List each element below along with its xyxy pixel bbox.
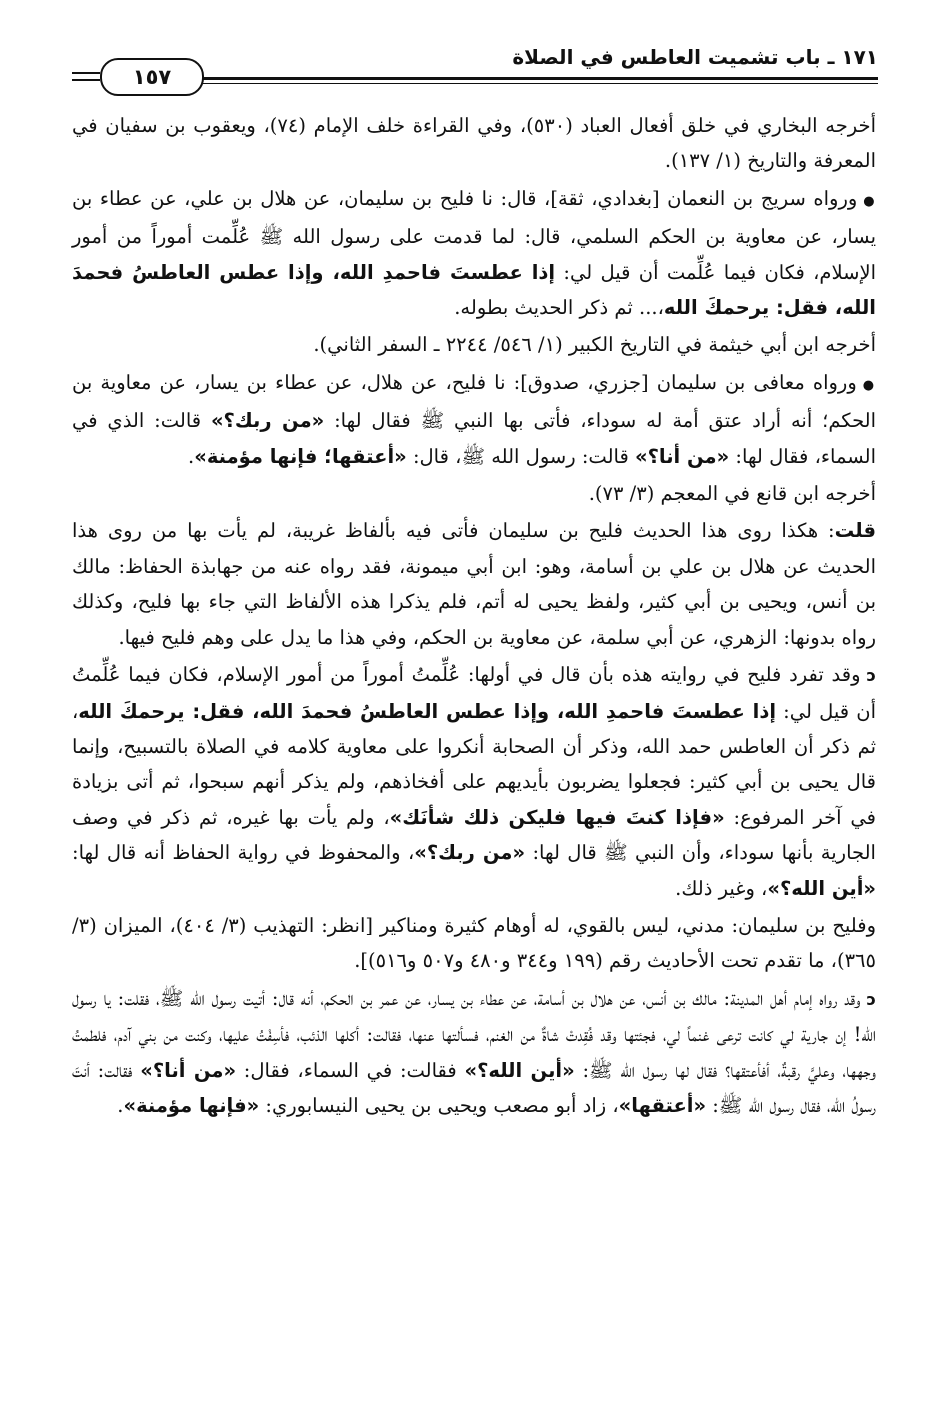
- emphasized-text: إذا عطستَ فاحمدِ الله، وإذا عطس العاطسُ فحمدَ الله، فقل: يرحمكَ الله: [72, 260, 876, 320]
- paragraph: [72, 513, 876, 655]
- paragraph: [72, 181, 876, 326]
- emphasized-text: «أعتقها؛ فإنها مؤمنة»: [194, 444, 407, 468]
- text-run: وفليح بن سليمان: مدني، ليس بالقوي، له أوهام كثيرة ومناكير [انظر: التهذيب (٣/ ٤٠٤)، الميزان (٣/ ٣٦٥)، ما تقدم تحت الأحاديث رقم (١٩٩ و٣٤٤ و٤٨٠ و٥٠٧ و٥١٦)].: [72, 913, 876, 973]
- emphasized-text: «أين الله؟»: [767, 876, 876, 900]
- paragraph: [72, 108, 876, 179]
- text-run: فقالت: في السماء، فقال:: [236, 1058, 465, 1082]
- emphasized-text: «من ربك؟»: [414, 841, 526, 865]
- emphasized-text: «فإذا كنتَ فيها فليكن ذلك شأنَك»: [389, 805, 725, 829]
- text-run: .: [188, 444, 195, 468]
- emphasized-text: «من أنا؟»: [140, 1058, 237, 1082]
- text-run: ، ثم ذكر أن العاطس حمد الله، وذكر أن الصحابة أنكروا على معاوية كلامه في الصلاة بالتسبيح، وإنما قال يحيى بن أبي كثير: فجعلوا يضربون بأيديهم على أفخاذهم، ولم يذكر أنهم سبحوا، ثم أتى بزيادة في آخر المرفوع:: [72, 699, 876, 829]
- paragraph: [72, 327, 876, 362]
- text-run: ، زاد أبو مصعب ويحيى بن يحيى النيسابوري:: [259, 1093, 619, 1117]
- text-run: ، ولم يأت بها غيره، ثم ذكر في وصف الجارية بأنها سوداء، وأن النبي ﷺ قال لها:: [72, 805, 876, 865]
- page-header: [70, 42, 878, 96]
- paragraph: [72, 657, 876, 906]
- emphasized-text: قلت: [834, 519, 876, 543]
- text-run: أخرجه ابن قانع في المعجم (٣/ ٧٣).: [588, 482, 876, 506]
- text-run: ورواه سريج بن النعمان [بغدادي، ثقة]، قال: نا فليح بن سليمان، عن هلال بن علي، عن عطاء بن يسار، عن معاوية بن الحكم السلمي، قال: لما قدمت على رسول الله ﷺ عُلِّمت أموراً من أمور الإسلام، فكان فيما عُلِّمت أن قيل لي:: [72, 186, 876, 284]
- bullet-icon: ●: [862, 377, 877, 393]
- bullet-icon: ●: [863, 193, 876, 209]
- text-run: ، وغير ذلك.: [675, 876, 768, 900]
- text-run: وقد رواه إمام أهل المدينة: مالك بن أنس، عن هلال بن أسامة، عن عطاء بن يسار، عن عمر بن الحكم، أنه قال: أتيت رسول الله ﷺ، فقلت: يا رسول الله! إن جارية لي كانت ترعى غنماً لي، فجئتها وقد فُقِدتْ شاةٌ من الغنم، فسألتها عنها، فقالت: أكلها الذئب، فأسِفْتُ عليها، وكنت من بني آدم، فلطمتُ وجهها، وعليَّ رقبةٌ، أفأعتقها؟ فقال لها رسول الله ﷺ:: [72, 986, 877, 1082]
- chapter-title: ١٧١ ـ باب تشميت العاطس في الصلاة: [512, 45, 878, 69]
- header-rule: [200, 77, 878, 80]
- header-rule-thin: [200, 83, 878, 84]
- emphasized-text: «من أنا؟»: [634, 444, 730, 468]
- page-number: ١٥٧: [132, 65, 172, 89]
- emphasized-text: «أين الله؟»: [464, 1058, 575, 1082]
- emphasized-text: «فإنها مؤمنة»: [123, 1093, 260, 1117]
- paragraph: [72, 476, 876, 511]
- text-run: أخرجه ابن أبي خيثمة في التاريخ الكبير (١/ ٥٤٦/ ٢٢٤٤ ـ السفر الثاني).: [313, 333, 876, 357]
- text-run: ورواه معافى بن سليمان [جزري، صدوق]: نا فليح، عن هلال، عن عطاء بن يسار، عن معاوية بن الحكم؛ أنه أراد عتق أمة له سوداء، فأتى بها النبي ﷺ فقال لها:: [72, 370, 877, 433]
- text-run: ،... ثم ذكر الحديث بطوله.: [454, 296, 664, 320]
- text-run: قالت: رسول الله ﷺ، قال:: [406, 444, 635, 468]
- text-run: فقالت: أنتَ رسولُ الله، فقال رسول الله ﷺ:: [72, 1058, 876, 1117]
- paragraph: [72, 981, 876, 1124]
- text-run: أخرجه البخاري في خلق أفعال العباد (٥٣٠)، وفي القراءة خلف الإمام (٧٤)، ويعقوب بن سفيان في المعرفة والتاريخ (١/ ١٣٧).: [72, 114, 877, 173]
- section-mark-icon: ↄ: [866, 989, 876, 1009]
- ornament-icon: [72, 72, 100, 81]
- page-number-badge: [100, 58, 204, 96]
- text-run: .: [117, 1093, 124, 1117]
- paragraph: [72, 908, 876, 979]
- section-mark-icon: ↄ: [866, 666, 876, 686]
- text-run: وقد تفرد فليح في روايته هذه بأن قال في أولها: عُلِّمتُ أموراً من أمور الإسلام، فكان فيما عُلِّمتُ أن قيل لي:: [72, 663, 876, 723]
- page-body: [72, 108, 876, 1123]
- emphasized-text: «أعتقها»: [618, 1093, 707, 1117]
- emphasized-text: «من ربك؟»: [210, 409, 325, 433]
- text-run: ، والمحفوظ في رواية الحفاظ أنه قال لها:: [72, 841, 415, 865]
- text-run: قالت: الذي في السماء، فقال لها:: [72, 409, 876, 468]
- text-run: : هكذا روى هذا الحديث فليح بن سليمان فأتى فيه بألفاظ غريبة، لم يأت بها من روى هذا الحديث عن هلال بن علي بن أسامة، وهو: ابن أبي ميمونة، فقد رواه عنه من جهابذة الحفاظ: مالك بن أنس، ويحيى بن أبي كثير، ولفظ يحيى له أتم، فلم يذكرا هذه الألفاظ التي جاء بها فليح، وكذلك رواه بدونها: الزهري، عن أبي سلمة، عن معاوية بن الحكم، وفي هذا ما يدل على وهم فليح فيها.: [72, 519, 876, 649]
- paragraph: [72, 365, 876, 474]
- emphasized-text: إذا عطستَ فاحمدِ الله، وإذا عطس العاطسُ فحمدَ الله، فقل: يرحمكَ الله: [78, 699, 777, 723]
